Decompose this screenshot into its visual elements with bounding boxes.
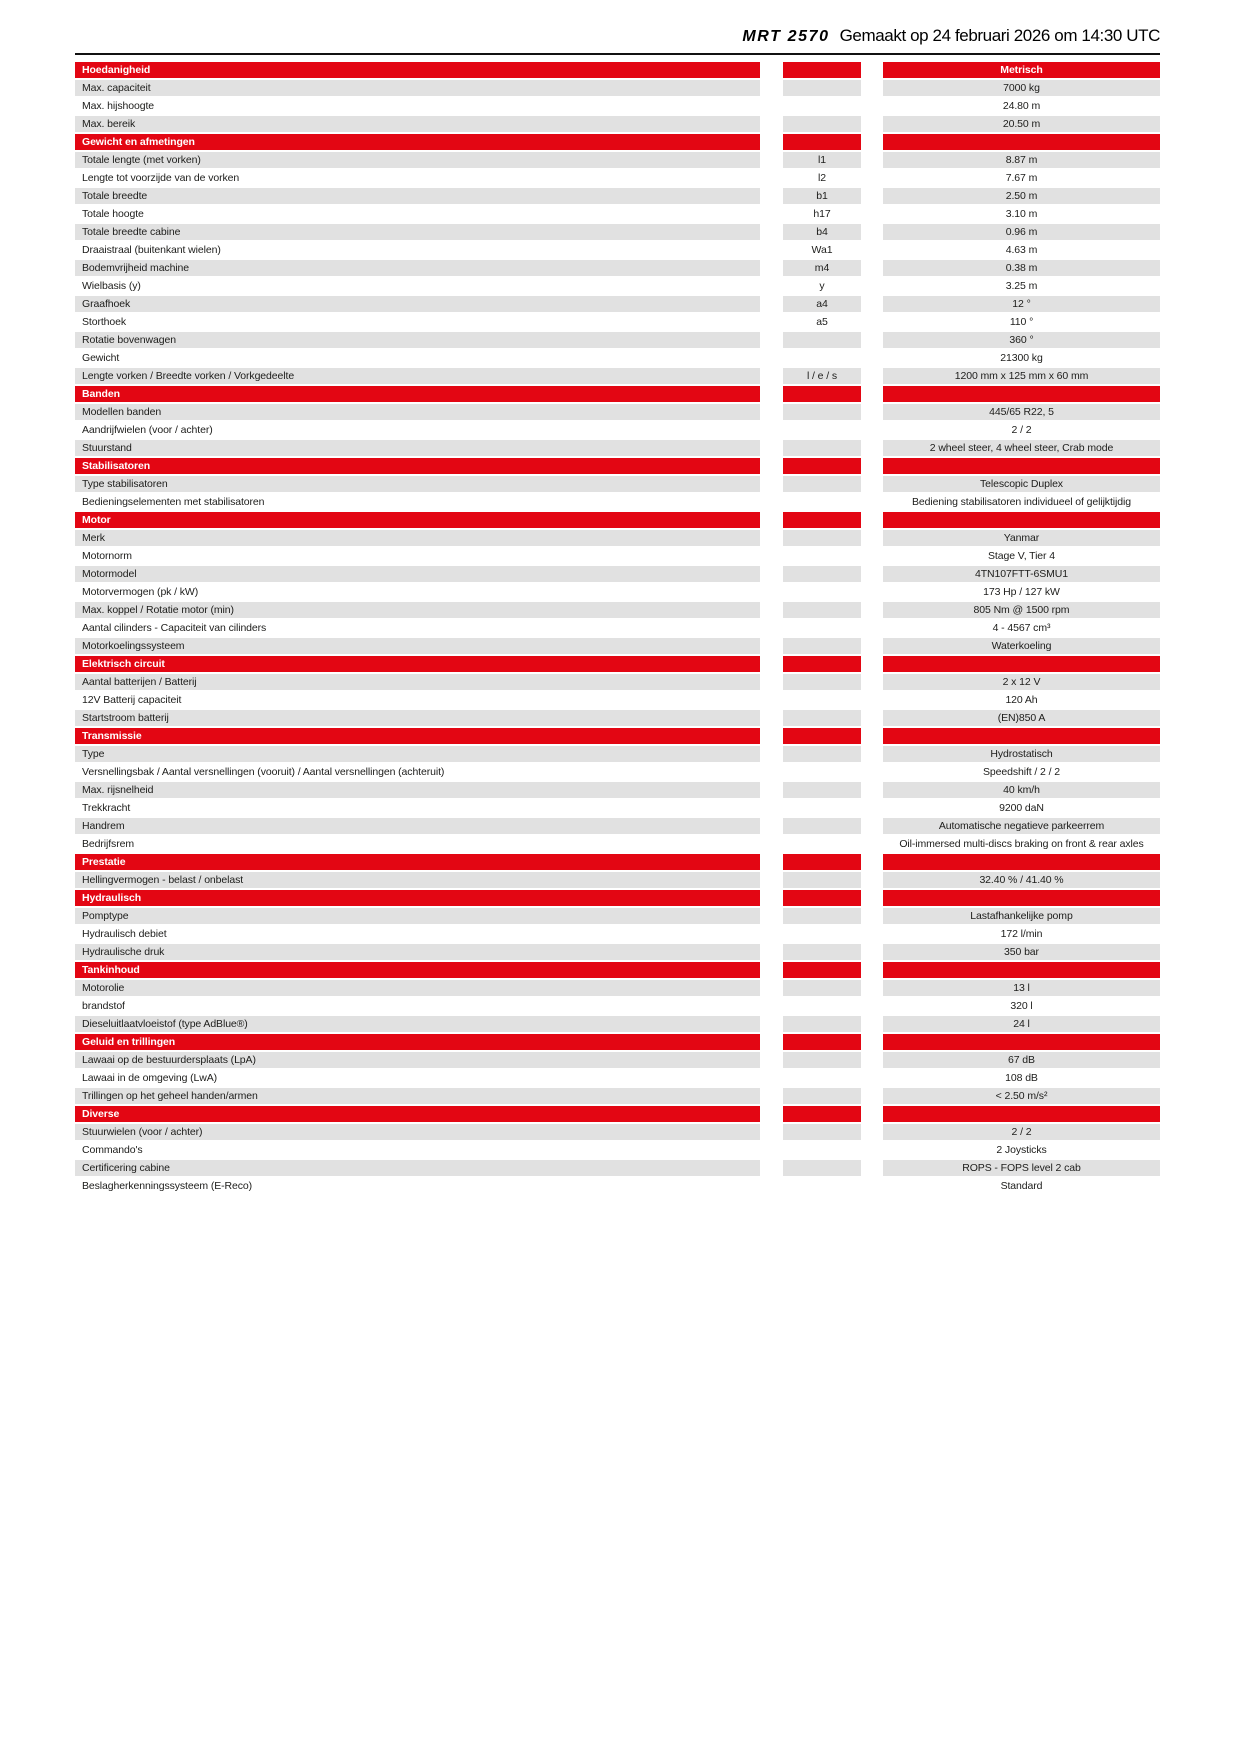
spec-symbol: [783, 530, 861, 546]
table-row: [75, 170, 1160, 186]
section-title: Geluid en trillingen: [75, 1034, 760, 1050]
spec-symbol: l2: [783, 170, 861, 186]
spec-value: 2 x 12 V: [883, 674, 1160, 690]
table-row: [75, 782, 1160, 798]
spec-value: 2 wheel steer, 4 wheel steer, Crab mode: [883, 440, 1160, 456]
spec-symbol: [783, 980, 861, 996]
section-title: Banden: [75, 386, 760, 402]
spec-label: Pomptype: [75, 908, 760, 924]
spec-label: 12V Batterij capaciteit: [75, 692, 760, 708]
spec-value: 3.10 m: [883, 206, 1160, 222]
spec-symbol: [783, 494, 861, 510]
spec-symbol: y: [783, 278, 861, 294]
section-symbol-cell: [783, 656, 861, 672]
table-row: [75, 692, 1160, 708]
spec-value: 13 l: [883, 980, 1160, 996]
spec-symbol: h17: [783, 206, 861, 222]
table-row: [75, 566, 1160, 582]
section-header-row: [75, 386, 1160, 402]
section-title: Hydraulisch: [75, 890, 760, 906]
spec-value: 4 - 4567 cm³: [883, 620, 1160, 636]
spec-label: Hydraulische druk: [75, 944, 760, 960]
spec-symbol: [783, 1088, 861, 1104]
spec-value: Automatische negatieve parkeerrem: [883, 818, 1160, 834]
section-value-cell: [883, 1106, 1160, 1122]
section-header-row: [75, 890, 1160, 906]
spec-value: 20.50 m: [883, 116, 1160, 132]
spec-label: Modellen banden: [75, 404, 760, 420]
spec-symbol: [783, 872, 861, 888]
spec-symbol: b1: [783, 188, 861, 204]
spec-value: 2 / 2: [883, 422, 1160, 438]
spec-label: Totale breedte cabine: [75, 224, 760, 240]
spec-symbol: [783, 1016, 861, 1032]
spec-value: 2 Joysticks: [883, 1142, 1160, 1158]
spec-label: Wielbasis (y): [75, 278, 760, 294]
spec-symbol: [783, 602, 861, 618]
table-row: [75, 260, 1160, 276]
spec-label: Storthoek: [75, 314, 760, 330]
section-title: Elektrisch circuit: [75, 656, 760, 672]
spec-symbol: m4: [783, 260, 861, 276]
table-row: [75, 116, 1160, 132]
spec-label: Graafhoek: [75, 296, 760, 312]
spec-label: Merk: [75, 530, 760, 546]
spec-symbol: [783, 584, 861, 600]
section-header-row: [75, 1106, 1160, 1122]
table-row: [75, 926, 1160, 942]
spec-value: ROPS - FOPS level 2 cab: [883, 1160, 1160, 1176]
section-header-row: [75, 1034, 1160, 1050]
section-symbol-cell: [783, 728, 861, 744]
spec-symbol: [783, 1124, 861, 1140]
spec-symbol: [783, 818, 861, 834]
section-header-row: [75, 512, 1160, 528]
table-row: [75, 1160, 1160, 1176]
spec-label: Lengte vorken / Breedte vorken / Vorkgedeelte: [75, 368, 760, 384]
table-row: [75, 998, 1160, 1014]
spec-value: 8.87 m: [883, 152, 1160, 168]
section-header-row: [75, 656, 1160, 672]
spec-label: Lawaai op de bestuurdersplaats (LpA): [75, 1052, 760, 1068]
spec-symbol: Wa1: [783, 242, 861, 258]
section-symbol-cell: [783, 62, 861, 78]
spec-label: Aantal batterijen / Batterij: [75, 674, 760, 690]
spec-symbol: [783, 566, 861, 582]
section-value-cell: [883, 134, 1160, 150]
spec-value: 2.50 m: [883, 188, 1160, 204]
spec-symbol: [783, 350, 861, 366]
spec-symbol: [783, 98, 861, 114]
spec-label: Bedrijfsrem: [75, 836, 760, 852]
spec-symbol: [783, 944, 861, 960]
section-title: Transmissie: [75, 728, 760, 744]
table-row: [75, 98, 1160, 114]
spec-symbol: [783, 800, 861, 816]
spec-symbol: l / e / s: [783, 368, 861, 384]
section-value-cell: [883, 1034, 1160, 1050]
spec-symbol: [783, 674, 861, 690]
spec-value: 21300 kg: [883, 350, 1160, 366]
table-row: [75, 404, 1160, 420]
spec-label: Trillingen op het geheel handen/armen: [75, 1088, 760, 1104]
spec-value: 445/65 R22, 5: [883, 404, 1160, 420]
spec-label: Dieseluitlaatvloeistof (type AdBlue®): [75, 1016, 760, 1032]
table-row: [75, 368, 1160, 384]
table-row: [75, 242, 1160, 258]
section-title: Gewicht en afmetingen: [75, 134, 760, 150]
spec-label: Motornorm: [75, 548, 760, 564]
table-row: [75, 764, 1160, 780]
spec-value: Oil-immersed multi-discs braking on front & rear axles: [883, 836, 1160, 852]
spec-symbol: [783, 476, 861, 492]
section-header-row: [75, 854, 1160, 870]
spec-value: 67 dB: [883, 1052, 1160, 1068]
spec-symbol: [783, 692, 861, 708]
table-row: [75, 548, 1160, 564]
spec-symbol: b4: [783, 224, 861, 240]
spec-symbol: [783, 440, 861, 456]
spec-label: Type: [75, 746, 760, 762]
table-row: [75, 1016, 1160, 1032]
spec-value: 3.25 m: [883, 278, 1160, 294]
spec-value: 1200 mm x 125 mm x 60 mm: [883, 368, 1160, 384]
spec-symbol: [783, 1142, 861, 1158]
spec-value: 360 °: [883, 332, 1160, 348]
spec-symbol: [783, 116, 861, 132]
section-value-cell: [883, 854, 1160, 870]
spec-label: Totale breedte: [75, 188, 760, 204]
spec-symbol: [783, 404, 861, 420]
document-header: [75, 26, 1160, 46]
spec-symbol: [783, 764, 861, 780]
spec-symbol: [783, 638, 861, 654]
spec-symbol: [783, 1178, 861, 1194]
spec-label: Hydraulisch debiet: [75, 926, 760, 942]
spec-label: Aandrijfwielen (voor / achter): [75, 422, 760, 438]
spec-value: 4TN107FTT-6SMU1: [883, 566, 1160, 582]
spec-value: Lastafhankelijke pomp: [883, 908, 1160, 924]
spec-symbol: [783, 620, 861, 636]
section-header-row: [75, 458, 1160, 474]
spec-symbol: a5: [783, 314, 861, 330]
section-title: Stabilisatoren: [75, 458, 760, 474]
spec-label: Max. capaciteit: [75, 80, 760, 96]
spec-label: Certificering cabine: [75, 1160, 760, 1176]
table-row: [75, 440, 1160, 456]
section-symbol-cell: [783, 962, 861, 978]
spec-value: 40 km/h: [883, 782, 1160, 798]
spec-symbol: [783, 332, 861, 348]
spec-value: 32.40 % / 41.40 %: [883, 872, 1160, 888]
spec-value: 120 Ah: [883, 692, 1160, 708]
spec-label: Draaistraal (buitenkant wielen): [75, 242, 760, 258]
table-row: [75, 908, 1160, 924]
spec-symbol: [783, 782, 861, 798]
spec-label: Startstroom batterij: [75, 710, 760, 726]
table-row: [75, 1070, 1160, 1086]
section-symbol-cell: [783, 134, 861, 150]
spec-label: Gewicht: [75, 350, 760, 366]
spec-label: Stuurwielen (voor / achter): [75, 1124, 760, 1140]
table-row: [75, 314, 1160, 330]
spec-value: 320 l: [883, 998, 1160, 1014]
table-row: [75, 584, 1160, 600]
table-row: [75, 1052, 1160, 1068]
table-row: [75, 1124, 1160, 1140]
spec-label: brandstof: [75, 998, 760, 1014]
spec-label: Rotatie bovenwagen: [75, 332, 760, 348]
spec-label: Beslagherkenningssysteem (E-Reco): [75, 1178, 760, 1194]
table-row: [75, 1142, 1160, 1158]
spec-symbol: [783, 80, 861, 96]
spec-symbol: l1: [783, 152, 861, 168]
spec-symbol: [783, 1052, 861, 1068]
section-symbol-cell: [783, 386, 861, 402]
table-row: [75, 818, 1160, 834]
spec-label: Max. hijshoogte: [75, 98, 760, 114]
section-symbol-cell: [783, 1034, 861, 1050]
spec-symbol: [783, 908, 861, 924]
spec-label: Totale hoogte: [75, 206, 760, 222]
section-title: Motor: [75, 512, 760, 528]
section-value-cell: [883, 728, 1160, 744]
spec-label: Max. bereik: [75, 116, 760, 132]
spec-value: Standard: [883, 1178, 1160, 1194]
spec-value: Yanmar: [883, 530, 1160, 546]
spec-label: Totale lengte (met vorken): [75, 152, 760, 168]
section-title: Tankinhoud: [75, 962, 760, 978]
section-symbol-cell: [783, 512, 861, 528]
spec-value: 350 bar: [883, 944, 1160, 960]
spec-value: 108 dB: [883, 1070, 1160, 1086]
spec-symbol: [783, 746, 861, 762]
spec-value: Waterkoeling: [883, 638, 1160, 654]
spec-value: 0.38 m: [883, 260, 1160, 276]
section-header-row: [75, 728, 1160, 744]
spec-label: Commando's: [75, 1142, 760, 1158]
table-row: [75, 1178, 1160, 1194]
table-row: [75, 476, 1160, 492]
section-value-cell: [883, 962, 1160, 978]
spec-symbol: [783, 1070, 861, 1086]
section-value-cell: [883, 386, 1160, 402]
spec-value: 7.67 m: [883, 170, 1160, 186]
spec-label: Motorkoelingssysteem: [75, 638, 760, 654]
table-row: [75, 80, 1160, 96]
section-value-cell: Metrisch: [883, 62, 1160, 78]
table-row: [75, 638, 1160, 654]
spec-symbol: [783, 1160, 861, 1176]
spec-value: Stage V, Tier 4: [883, 548, 1160, 564]
spec-value: 805 Nm @ 1500 rpm: [883, 602, 1160, 618]
table-row: [75, 746, 1160, 762]
spec-value: 2 / 2: [883, 1124, 1160, 1140]
spec-value: 0.96 m: [883, 224, 1160, 240]
spec-value: Telescopic Duplex: [883, 476, 1160, 492]
table-row: [75, 836, 1160, 852]
spec-label: Versnellingsbak / Aantal versnellingen (vooruit) / Aantal versnellingen (achteruit): [75, 764, 760, 780]
section-header-row: [75, 134, 1160, 150]
table-row: [75, 710, 1160, 726]
section-header-row: [75, 62, 1160, 78]
generated-timestamp: Gemaakt op 24 februari 2026 om 14:30 UTC: [839, 26, 1160, 45]
spec-label: Motorolie: [75, 980, 760, 996]
spec-value: 9200 daN: [883, 800, 1160, 816]
spec-label: Lawaai in de omgeving (LwA): [75, 1070, 760, 1086]
spec-value: Speedshift / 2 / 2: [883, 764, 1160, 780]
spec-label: Lengte tot voorzijde van de vorken: [75, 170, 760, 186]
spec-value: 7000 kg: [883, 80, 1160, 96]
section-title: Diverse: [75, 1106, 760, 1122]
spec-table: [75, 62, 1160, 1196]
spec-symbol: [783, 710, 861, 726]
section-title: Prestatie: [75, 854, 760, 870]
section-symbol-cell: [783, 458, 861, 474]
table-row: [75, 188, 1160, 204]
spec-value: (EN)850 A: [883, 710, 1160, 726]
spec-label: Trekkracht: [75, 800, 760, 816]
table-row: [75, 350, 1160, 366]
spec-symbol: [783, 836, 861, 852]
section-symbol-cell: [783, 1106, 861, 1122]
spec-label: Motorvermogen (pk / kW): [75, 584, 760, 600]
table-row: [75, 944, 1160, 960]
table-row: [75, 1088, 1160, 1104]
spec-label: Max. rijsnelheid: [75, 782, 760, 798]
section-symbol-cell: [783, 890, 861, 906]
spec-value: 110 °: [883, 314, 1160, 330]
table-row: [75, 800, 1160, 816]
spec-symbol: [783, 998, 861, 1014]
spec-symbol: [783, 926, 861, 942]
section-header-row: [75, 962, 1160, 978]
spec-label: Handrem: [75, 818, 760, 834]
spec-value: 173 Hp / 127 kW: [883, 584, 1160, 600]
table-row: [75, 278, 1160, 294]
spec-value: 24 l: [883, 1016, 1160, 1032]
table-row: [75, 602, 1160, 618]
table-row: [75, 224, 1160, 240]
section-title: Hoedanigheid: [75, 62, 760, 78]
table-row: [75, 152, 1160, 168]
spec-label: Motormodel: [75, 566, 760, 582]
spec-label: Stuurstand: [75, 440, 760, 456]
table-row: [75, 494, 1160, 510]
spec-value: 24.80 m: [883, 98, 1160, 114]
section-value-cell: [883, 458, 1160, 474]
table-row: [75, 530, 1160, 546]
section-value-cell: [883, 656, 1160, 672]
spec-symbol: [783, 548, 861, 564]
section-symbol-cell: [783, 854, 861, 870]
table-row: [75, 620, 1160, 636]
spec-value: Bediening stabilisatoren individueel of gelijktijdig: [883, 494, 1160, 510]
table-row: [75, 296, 1160, 312]
table-row: [75, 422, 1160, 438]
section-value-cell: [883, 512, 1160, 528]
section-value-cell: [883, 890, 1160, 906]
table-row: [75, 206, 1160, 222]
spec-symbol: a4: [783, 296, 861, 312]
table-row: [75, 980, 1160, 996]
spec-value: Hydrostatisch: [883, 746, 1160, 762]
spec-label: Bodemvrijheid machine: [75, 260, 760, 276]
spec-label: Bedieningselementen met stabilisatoren: [75, 494, 760, 510]
table-row: [75, 872, 1160, 888]
spec-value: 4.63 m: [883, 242, 1160, 258]
model-logo: MRT 2570: [742, 28, 830, 45]
spec-value: < 2.50 m/s²: [883, 1088, 1160, 1104]
spec-symbol: [783, 422, 861, 438]
table-row: [75, 674, 1160, 690]
table-row: [75, 332, 1160, 348]
spec-label: Aantal cilinders - Capaciteit van cilinders: [75, 620, 760, 636]
spec-label: Max. koppel / Rotatie motor (min): [75, 602, 760, 618]
spec-label: Hellingvermogen - belast / onbelast: [75, 872, 760, 888]
spec-value: 12 °: [883, 296, 1160, 312]
spec-value: 172 l/min: [883, 926, 1160, 942]
spec-label: Type stabilisatoren: [75, 476, 760, 492]
header-rule: [75, 53, 1160, 55]
